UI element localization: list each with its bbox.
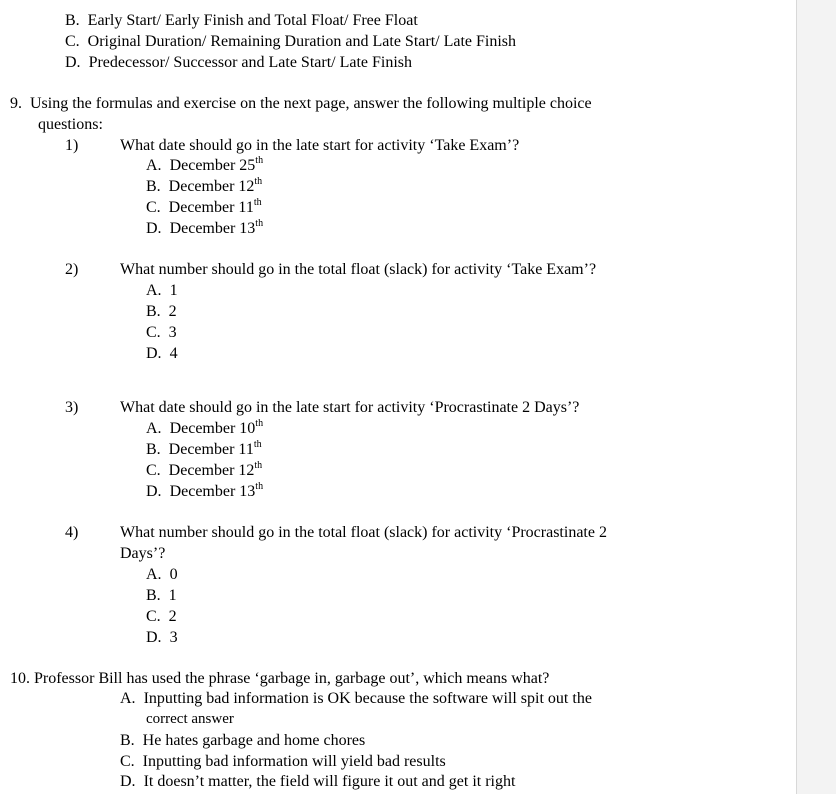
subquestion-number: 2) bbox=[65, 261, 79, 278]
option-letter: C. bbox=[146, 462, 161, 479]
question-text: Professor Bill has used the phrase ‘garbage in, garbage out’, which means what? bbox=[34, 670, 550, 687]
option-letter: A. bbox=[146, 566, 162, 583]
subquestion-text: What number should go in the total float (slack) for activity ‘Take Exam’? bbox=[120, 261, 597, 278]
option-text: 4 bbox=[169, 345, 178, 362]
question-number: 10. bbox=[10, 670, 30, 687]
option-text: December 11 bbox=[168, 199, 254, 216]
option-d bbox=[146, 218, 263, 239]
option-letter: C. bbox=[146, 608, 161, 625]
ordinal-suffix: th bbox=[255, 481, 264, 492]
prev-option-c bbox=[65, 31, 516, 52]
option-text: Predecessor/ Successor and Late Start/ Late Finish bbox=[88, 54, 413, 71]
option-a bbox=[146, 155, 263, 176]
option-text: 2 bbox=[168, 608, 177, 625]
option-text: 1 bbox=[169, 282, 178, 299]
option-a bbox=[146, 418, 263, 439]
option-letter: C. bbox=[146, 324, 161, 341]
ordinal-suffix: th bbox=[254, 460, 263, 471]
option-letter: A. bbox=[146, 157, 162, 174]
option-letter: C. bbox=[65, 33, 80, 50]
option-c bbox=[146, 606, 177, 627]
question-9-line2: questions: bbox=[38, 116, 103, 133]
option-letter: D. bbox=[120, 773, 136, 790]
ordinal-suffix: th bbox=[255, 155, 264, 166]
option-text: Inputting bad information is OK because the software will spit out the bbox=[143, 690, 592, 707]
question-10 bbox=[10, 668, 549, 689]
option-b bbox=[120, 730, 365, 751]
option-d bbox=[146, 481, 263, 502]
option-c bbox=[146, 460, 262, 481]
option-letter: D. bbox=[146, 629, 162, 646]
option-letter: D. bbox=[146, 345, 162, 362]
option-letter: A. bbox=[146, 282, 162, 299]
option-text: December 12 bbox=[168, 462, 255, 479]
option-c bbox=[146, 322, 177, 343]
prev-option-b bbox=[65, 10, 418, 31]
subquestion-text: What date should go in the late start for activity ‘Take Exam’? bbox=[120, 137, 520, 154]
ordinal-suffix: th bbox=[253, 197, 262, 208]
option-letter: C. bbox=[146, 199, 161, 216]
right-margin-panel bbox=[796, 0, 836, 794]
option-text: It doesn’t matter, the field will figure it out and get it right bbox=[143, 773, 516, 790]
option-letter: B. bbox=[146, 303, 161, 320]
subquestion-number: 1) bbox=[65, 137, 79, 154]
prev-option-d bbox=[65, 52, 412, 73]
option-text: December 11 bbox=[168, 441, 254, 458]
option-letter: A. bbox=[146, 420, 162, 437]
option-text: Original Duration/ Remaining Duration and Late Start/ Late Finish bbox=[87, 33, 517, 50]
subquestion-number: 3) bbox=[65, 399, 79, 416]
option-letter: D. bbox=[146, 483, 162, 500]
question-9 bbox=[10, 93, 592, 114]
option-text: December 12 bbox=[168, 178, 255, 195]
option-b bbox=[146, 585, 177, 606]
question-number: 9. bbox=[10, 95, 22, 112]
option-text: 3 bbox=[168, 324, 177, 341]
option-text: December 25 bbox=[169, 157, 256, 174]
option-letter: D. bbox=[65, 54, 81, 71]
option-text: December 13 bbox=[169, 220, 256, 237]
option-b bbox=[146, 439, 262, 460]
option-c bbox=[146, 197, 262, 218]
option-a bbox=[146, 564, 178, 585]
question-text: Using the formulas and exercise on the next page, answer the following multiple choice bbox=[30, 95, 592, 112]
option-d bbox=[146, 343, 178, 364]
option-a-line2: correct answer bbox=[146, 711, 234, 727]
option-text: 3 bbox=[169, 629, 178, 646]
option-letter: B. bbox=[146, 441, 161, 458]
option-text: December 13 bbox=[169, 483, 256, 500]
option-text: 1 bbox=[168, 587, 177, 604]
option-d bbox=[146, 627, 178, 648]
ordinal-suffix: th bbox=[255, 418, 264, 429]
option-text: He hates garbage and home chores bbox=[142, 732, 366, 749]
option-letter: B. bbox=[120, 732, 135, 749]
option-b bbox=[146, 176, 262, 197]
option-letter: D. bbox=[146, 220, 162, 237]
subquestion-text: What date should go in the late start for activity ‘Procrastinate 2 Days’? bbox=[120, 399, 580, 416]
option-text: 2 bbox=[168, 303, 177, 320]
subquestion-text: What number should go in the total float (slack) for activity ‘Procrastinate 2 bbox=[120, 524, 607, 541]
option-a bbox=[146, 280, 178, 301]
subquestion-number: 4) bbox=[65, 524, 79, 541]
option-text: 0 bbox=[169, 566, 178, 583]
option-d bbox=[120, 771, 515, 792]
option-text: December 10 bbox=[169, 420, 256, 437]
option-letter: C. bbox=[120, 753, 135, 770]
option-letter: B. bbox=[146, 587, 161, 604]
option-a bbox=[120, 688, 592, 709]
option-text: Early Start/ Early Finish and Total Float/ Free Float bbox=[87, 12, 418, 29]
subquestion-text-line2: Days’? bbox=[120, 545, 166, 562]
option-b bbox=[146, 301, 177, 322]
ordinal-suffix: th bbox=[254, 176, 263, 187]
ordinal-suffix: th bbox=[253, 439, 262, 450]
option-letter: B. bbox=[65, 12, 80, 29]
option-text: Inputting bad information will yield bad results bbox=[142, 753, 446, 770]
option-letter: B. bbox=[146, 178, 161, 195]
option-letter: A. bbox=[120, 690, 136, 707]
ordinal-suffix: th bbox=[255, 218, 264, 229]
option-c bbox=[120, 751, 446, 772]
